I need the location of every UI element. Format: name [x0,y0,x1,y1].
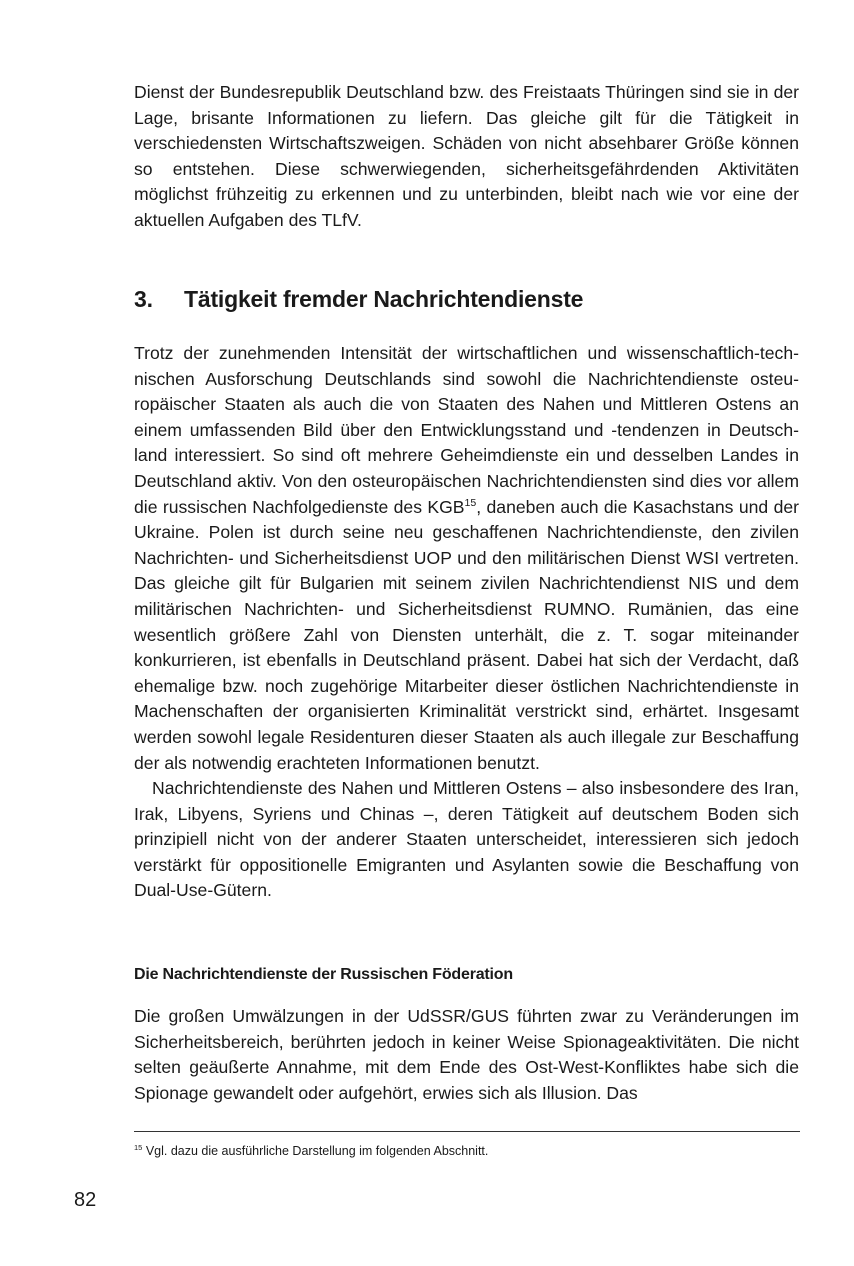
footnote [134,1143,488,1159]
page-number: 82 [74,1189,97,1211]
subsection-heading: Die Nachrichtendienste der Russischen Föderation [134,966,513,983]
intro-paragraph [134,80,799,234]
section-heading [134,286,583,313]
section-paragraph-1-part-2: , daneben auch die Kasachstans und der Ukraine. Polen ist durch seine neu geschaffenen Nachrichtendienste, den zivilen Nachrichten- und Sicherheitsdienst UOP und den militärischen Dienst WSI vertreten. Das gleiche gilt für Bulgarien mit seinem zivilen Nachrichtendienst NIS und dem militärischen Nachrichten- und Sicherheitsdienst RUMNO. Rumänien, das eine wesentlich größere Zahl von Diensten unterhält, die z. T. sogar miteinander konkurrieren, ist ebenfalls in Deutschland präsent. Dabei hat sich der Verdacht, daß ehemalige bzw. noch zugehörige Mitarbeiter dieser östlichen Nachrichtendienste in Machenschaften der organisierten Kriminalität verstrickt sind, erhärtet. Insgesamt werden sowohl legale Residenturen dieser Staaten als auch illegale zur Beschaffung der als notwendig erachteten Informationen benutzt. [134,496,800,773]
section-body [134,341,799,904]
section-paragraph-1-part-1: Trotz der zunehmenden Intensität der wirtschaftlichen und wissenschaftlich-technischen Ausforschung Deutschlands sind sowohl die Nachrichtendienste osteuropäischer Staaten als auch die von Staaten des Nahen und Mittleren Ostens an einem umfassenden Bild über den Entwicklungsstand und -tendenzen in Deutschland interessiert. So sind oft mehrere Geheimdienste ein und desselben Landes in Deutschland aktiv. Von den osteuropäischen Nachrichtendiensten sind dies vor allem die russischen Nachfolgedienste des KGB [134,343,799,517]
subsection-body [134,1004,799,1106]
section-paragraph-2: Nachrichtendienste des Nahen und Mittleren Ostens – also insbesondere des Iran, Irak, Libyens, Syriens und Chinas –, deren Tätigkeit auf deutschem Boden sich prinzipiell nicht von der anderer Staaten unterscheidet, interessieren sich jedoch verstärkt für oppositionelle Emigranten und Asylanten sowie die Beschaffung von Dual-Use-Gütern. [134,778,799,901]
section-paragraph-1 [134,341,799,776]
section-number: 3. [134,286,153,312]
section-title: Tätigkeit fremder Nachrichtendienste [184,286,584,312]
intro-text: Dienst der Bundesrepublik Deutschland bzw. des Freistaats Thüringen sind sie in der Lage, brisante Informationen zu liefern. Das gleiche gilt für die Tätigkeit in verschiedensten Wirtschaftszweigen. Schäden von nicht absehbarer Größe können so entstehen. Diese schwerwiegenden, sicherheitsgefährdenden Aktivitäten möglichst frühzeitig zu erkennen und zu unterbinden, bleibt nach wie vor eine der aktuellen Aufgaben des TLfV. [134,82,799,230]
footnote-number: 15 [134,1142,143,1152]
footnote-divider [134,1131,800,1132]
subsection-paragraph: Die großen Umwälzungen in der UdSSR/GUS führten zwar zu Veränderungen im Sicherheitsbereich, berührten jedoch in keiner Weise Spionageaktivitäten. Die nicht selten geäußerte Annahme, mit dem Ende des Ost-West-Konfliktes habe sich die Spionage gewandelt oder aufgehört, erwies sich als Illusion. Das [134,1006,799,1103]
footnote-text: Vgl. dazu die ausführliche Darstellung im folgenden Abschnitt. [142,1144,489,1158]
footnote-reference: 15 [464,496,477,509]
